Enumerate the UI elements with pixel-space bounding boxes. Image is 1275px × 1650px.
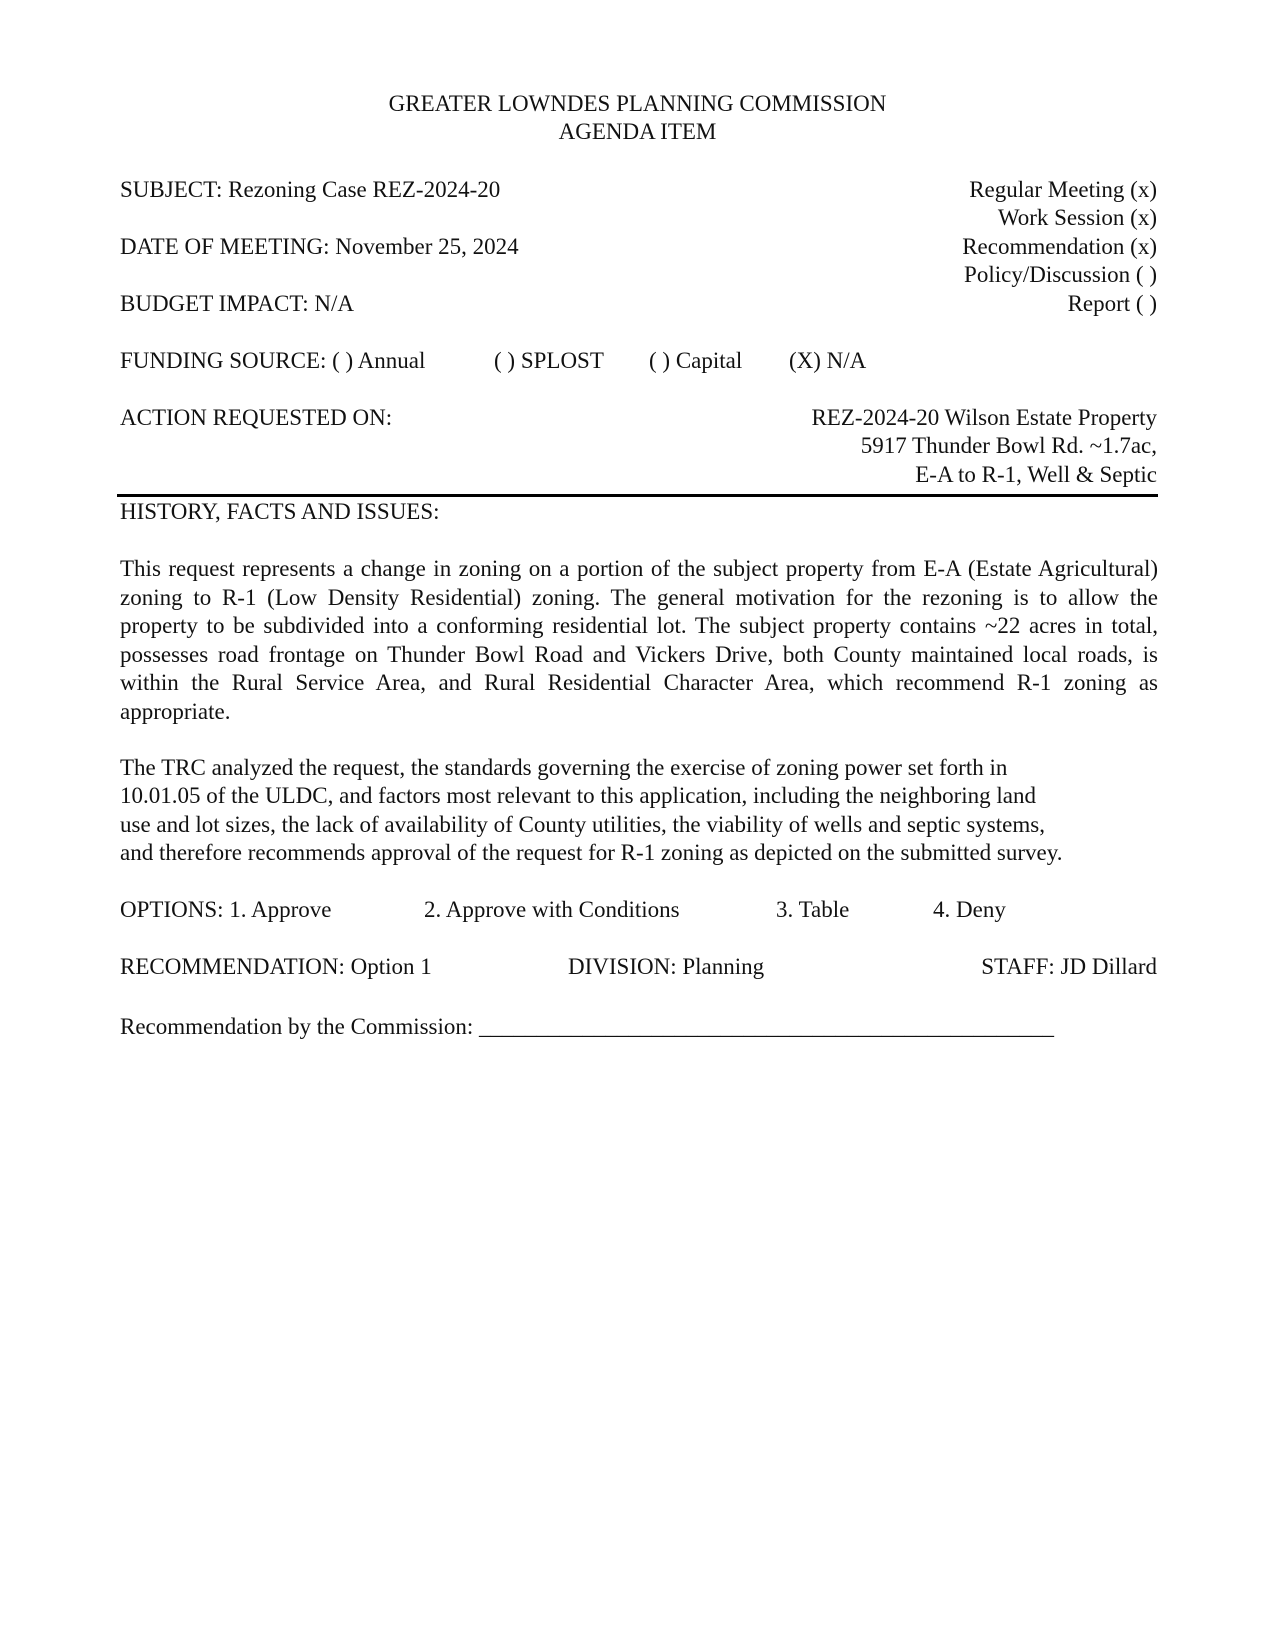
section-divider [117, 494, 1158, 497]
history-paragraph-1: This request represents a change in zoning on a portion of the subject property from E-A (Estate Agricultural) zoning to R-1 (Low Density Residential) zoning. The general motivation for the rezoning is to allow the property to be subdivided into a conforming residential lot. The subject property contains ~22 acres in total, possesses road frontage on Thunder Bowl Road and Vickers Drive, both County maintained local roads, is within the Rural Service Area, and Rural Residential Character Area, which recommend R-1 zoning as appropriate. [120, 556, 1158, 724]
funding-capital: ( ) Capital [649, 348, 743, 373]
funding-na: (X) N/A [789, 348, 867, 373]
action-requested-label: ACTION REQUESTED ON: [120, 405, 393, 430]
option-table: 3. Table [776, 897, 850, 922]
meeting-type-recommendation: Recommendation (x) [962, 234, 1157, 259]
meeting-type-policy: Policy/Discussion ( ) [964, 262, 1157, 287]
division: DIVISION: Planning [568, 954, 765, 979]
options-label: OPTIONS: 1. Approve [120, 897, 332, 922]
funding-splost: ( ) SPLOST [494, 348, 604, 373]
recommendation: RECOMMENDATION: Option 1 [120, 954, 432, 979]
budget-impact: BUDGET IMPACT: N/A [120, 291, 354, 316]
option-deny: 4. Deny [933, 897, 1006, 922]
history-paragraph-2-line-1: The TRC analyzed the request, the standards governing the exercise of zoning power set forth in [120, 755, 1008, 780]
history-paragraph-2-line-3: use and lot sizes, the lack of availability of County utilities, the viability of wells and septic systems, [120, 812, 1045, 837]
history-heading: HISTORY, FACTS AND ISSUES: [120, 499, 440, 524]
header-commission: GREATER LOWNDES PLANNING COMMISSION [388, 91, 887, 116]
option-approve-with-conditions: 2. Approve with Conditions [424, 897, 680, 922]
meeting-type-regular: Regular Meeting (x) [969, 177, 1157, 202]
meeting-type-report: Report ( ) [1067, 291, 1157, 316]
date-of-meeting: DATE OF MEETING: November 25, 2024 [120, 234, 519, 259]
header-agenda-item: AGENDA ITEM [558, 119, 717, 144]
commission-recommendation-line: Recommendation by the Commission: __________________________________________________ [120, 1014, 1055, 1039]
action-line-2: 5917 Thunder Bowl Rd. ~1.7ac, [860, 433, 1157, 458]
funding-source-label: FUNDING SOURCE: ( ) Annual [120, 348, 426, 373]
staff: STAFF: JD Dillard [981, 954, 1157, 979]
subject: SUBJECT: Rezoning Case REZ-2024-20 [120, 177, 501, 202]
history-paragraph-2-line-2: 10.01.05 of the ULDC, and factors most relevant to this application, including the neighboring land [120, 783, 1036, 808]
history-paragraph-2-line-4: and therefore recommends approval of the request for R-1 zoning as depicted on the submitted survey. [120, 840, 1063, 865]
action-line-3: E-A to R-1, Well & Septic [915, 462, 1157, 487]
meeting-type-work-session: Work Session (x) [997, 205, 1157, 230]
action-line-1: REZ-2024-20 Wilson Estate Property [811, 405, 1157, 430]
